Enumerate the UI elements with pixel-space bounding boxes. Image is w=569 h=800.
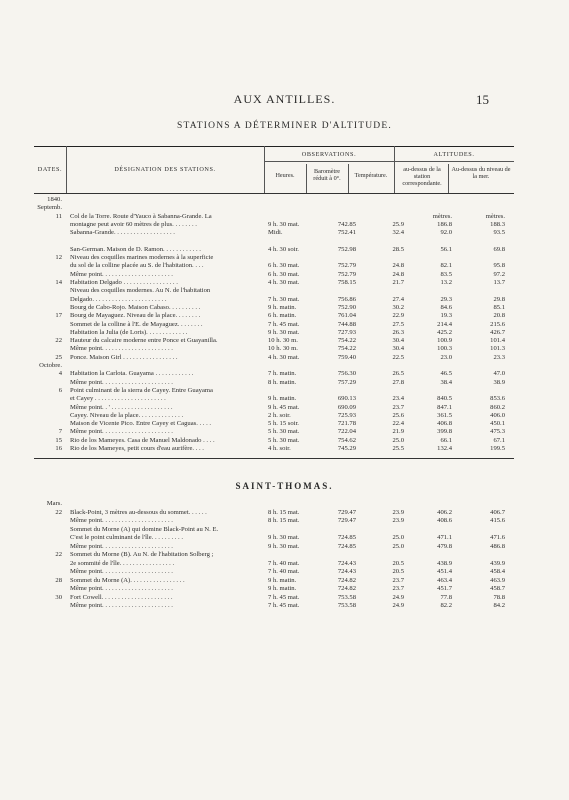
altitude-sea-cell: 415.6 [490,517,505,524]
designation-cell: Rio de los Mameyes, petit cours d'eau aurifère. . . . [70,445,204,452]
header-dates: DATES. [37,166,63,173]
temperature-cell: 23.9 [392,517,404,524]
barometer-cell: 754.22 [337,337,356,345]
date-cell: 6 [58,386,62,394]
hour-cell: 10 h. 30 m. [268,345,298,353]
barometer-cell: 742.85 [337,220,356,228]
altitude-sea-cell: 406.7 [490,508,505,516]
designation-cell: Niveau des coquilles modernes. Au N. de l'habitation [70,287,211,295]
altitude-sea-cell: 458.7 [490,585,505,592]
designation-cell: Même point. . . . . . . . . . . . . . . . . . . . . . [70,542,173,550]
hour-cell: 9 h. 30 mat. [268,534,300,541]
altitude-station-cell: 82.2 [440,602,452,609]
hour-cell: 9 h. matin. [268,303,297,311]
table-bottom-rule [34,458,514,459]
designation-cell: Même point. . . . . . . . . . . . . . . . . . . . . . [70,568,173,575]
hour-cell: 9 h. matin. [268,395,297,403]
designation-cell: Habitation la Julia (de Loris). . . . . . . . . . . . . [70,328,188,336]
date-cell: 25 [55,353,62,361]
table-row [34,279,514,287]
barometer-cell: 724.82 [337,576,356,584]
temperature-cell: 22.4 [392,420,404,428]
table-row [34,594,514,602]
altitude-sea-cell: 101.4 [490,337,505,345]
altitude-sea-cell: 215.6 [490,320,505,328]
altitude-sea-cell: 860.2 [490,403,505,411]
barometer-cell: 752.79 [337,270,356,278]
altitude-station-cell: 38.4 [440,378,452,386]
altitude-sea-cell: 101.3 [490,345,505,353]
table-row [34,229,514,237]
altitude-station-cell: 92.0 [440,229,452,237]
col-divider [448,164,449,193]
table-row [34,500,514,508]
table-row [34,204,514,212]
hour-cell: 5 h. 30 mat. [268,436,300,444]
altitude-station-cell: 132.4 [437,445,452,452]
temperature-cell: 23.7 [392,576,404,584]
altitude-station-cell: 82.1 [440,262,452,270]
date-cell: 22 [55,508,62,516]
designation-cell: Niveau des coquilles marines modernes à la superficie [70,254,214,262]
altitude-sea-cell: 463.9 [490,576,505,584]
hour-cell: 5 h. 15 soir. [268,420,299,428]
designation-cell: Point culminant de la sierra de Cayey. Entre Guayama [70,386,213,394]
table-row [34,262,514,270]
designation-cell: Même point. . . . . . . . . . . . . . . . . . . . . . [70,517,173,524]
altitude-sea-cell: 406.0 [490,411,505,419]
barometer-cell: 725.93 [337,411,356,419]
temperature-cell: 26.3 [392,328,404,336]
altitude-sea-cell: 20.8 [493,312,505,320]
table-row [34,551,514,559]
hour-cell: 7 h. 45 mat. [268,320,300,328]
altitude-sea-cell: 486.8 [490,542,505,550]
altitude-station-cell: 83.5 [440,270,452,278]
altitude-station-cell: 406.2 [437,508,452,516]
barometer-cell: 757.29 [337,378,356,386]
table-row [34,287,514,295]
altitude-station-cell: 399.8 [437,428,452,436]
table-row [34,526,514,534]
barometer-cell: 722.04 [337,428,356,436]
hour-cell: 8 h. 15 mat. [268,517,300,524]
altitude-sea-cell: 450.1 [490,420,505,428]
altitude-station-cell: 471.1 [437,534,452,541]
altitude-sea-cell: 458.4 [490,568,505,575]
table-row [34,437,514,445]
temperature-cell: 21.7 [392,279,404,286]
header-altitudes: ALTITUDES. [433,151,475,158]
designation-cell: Bourg de Cabo-Rojo. Maison Cabaso. . . . . . . . . . [70,303,201,311]
altitude-station-cell: 29.3 [440,295,452,303]
altitude-station-cell: 77.8 [440,593,452,601]
temperature-cell: 25.0 [392,436,404,444]
barometer-cell: 752.79 [337,262,356,270]
designation-cell: Même point. . . . . . . . . . . . . . . . . . . . . . [70,428,173,436]
temperature-cell: 24.9 [392,602,404,609]
hour-cell: 7 h. 30 mat. [268,295,300,303]
temperature-cell: 30.4 [392,345,404,353]
altitude-sea-cell: 67.1 [493,436,505,444]
barometer-cell: 753.58 [337,602,356,609]
designation-cell: Col de la Torre. Route d'Yauco à Sabanna-Grande. La [70,212,212,220]
table-row [34,329,514,337]
designation-cell: Bourg de Mayaguez. Niveau de la place. . . . . . . . [70,312,201,320]
designation-cell: San-German. Maison de D. Ramon. . . . . . . . . . . . [70,245,201,253]
designation-cell: Même point. . . . . . . . . . . . . . . . . . . . . . [70,585,173,592]
table-row [34,445,514,453]
header-designation: DÉSIGNATION DES STATIONS. [114,166,216,173]
altitude-station-cell: 425.2 [437,328,452,336]
altitude-sea-cell: 38.9 [493,378,505,386]
hour-cell: 7 h. matin. [268,370,297,378]
designation-cell: et Cayey . . . . . . . . . . . . . . . . . . . . . . [70,395,166,403]
barometer-cell: 724.82 [337,585,356,592]
table-row [34,412,514,420]
hour-cell: 9 h. 30 mat. [268,220,300,228]
barometer-cell: 759.40 [337,353,356,361]
hour-cell: 9 h. matin. [268,576,297,584]
altitude-sea-cell: mètres. [485,212,505,220]
altitude-sea-cell: 29.8 [493,295,505,303]
temperature-cell: 23.9 [392,508,404,516]
barometer-cell: 756.86 [337,295,356,303]
temperature-cell: 30.4 [392,337,404,345]
hour-cell: 6 h. 30 mat. [268,270,300,278]
date-cell: Octobre. [39,362,62,369]
header-bottom-rule [34,193,514,194]
barometer-cell: 752.90 [337,303,356,311]
designation-cell: Même point. . . . . . . . . . . . . . . . . . . . . . [70,378,173,386]
altitude-station-cell: 13.2 [440,279,452,286]
hour-cell: 9 h. 30 mat. [268,328,300,336]
temperature-cell: 24.9 [392,593,404,601]
date-cell: 15 [55,436,62,444]
hour-cell: 4 h. 30 soir. [268,245,299,253]
date-cell: Mars. [46,500,62,507]
table-row [34,602,514,610]
hour-cell: 9 h. 45 mat. [268,403,300,411]
temperature-cell: 25.6 [392,411,404,419]
designation-cell: montagne peut avoir 60 mètres de plus. . . . . . . . [70,220,197,228]
section-title: SAINT-THOMAS. [235,481,334,491]
altitude-sea-cell: 95.8 [493,262,505,270]
table-row [34,213,514,221]
hour-cell: 6 h. 30 mat. [268,262,300,270]
altitude-station-cell: 66.1 [440,436,452,444]
designation-cell: Ponce. Maison Girl . . . . . . . . . . . . . . . . . [70,353,178,361]
temperature-cell: 27.4 [392,295,404,303]
altitude-sea-cell: 97.2 [493,270,505,278]
date-cell: 17 [55,312,62,320]
table-row [34,321,514,329]
hour-cell: 6 h. matin. [268,312,297,320]
header-barometre: Baromètre réduit à 0°. [313,168,341,182]
designation-cell: Delgado. . . . . . . . . . . . . . . . . . . . . . . [70,295,167,303]
running-header [0,92,569,108]
designation-cell: Fort Cowell. . . . . . . . . . . . . . . . . . . . . . [70,593,173,601]
header-altitude-sea: Au-dessus du niveau de la mer. [451,166,511,180]
temperature-cell: 27.8 [392,378,404,386]
hour-cell: Midi. [268,229,283,237]
temperature-cell: 26.5 [392,370,404,378]
temperature-cell: 24.8 [392,270,404,278]
temperature-cell: 32.4 [392,229,404,237]
table-row [34,304,514,312]
hour-cell: 8 h. 15 mat. [268,508,300,516]
hour-cell: 8 h. matin. [268,378,297,386]
table-row [34,387,514,395]
date-cell: 16 [55,445,62,452]
date-cell: 7 [58,428,62,436]
table-row [34,345,514,353]
altitude-sea-cell: 475.3 [490,428,505,436]
temperature-cell: 25.5 [392,445,404,452]
temperature-cell: 22.5 [392,353,404,361]
hour-cell: 2 h. soir. [268,411,291,419]
header-temperature: Température. [354,172,388,179]
barometer-cell: 724.43 [337,559,356,567]
altitude-station-cell: 214.4 [437,320,452,328]
altitude-station-cell: 438.9 [437,559,452,567]
altitude-sea-cell: 78.8 [493,593,505,601]
barometer-cell: 729.47 [337,517,356,524]
altitude-sea-cell: 188.3 [490,220,505,228]
table-row [34,246,514,254]
designation-cell: Sommet du Morne (A). . . . . . . . . . . . . . . . . [70,576,185,584]
temperature-cell: 20.5 [392,559,404,567]
altitude-station-cell: 56.1 [440,245,452,253]
temperature-cell: 23.4 [392,395,404,403]
temperature-cell: 22.9 [392,312,404,320]
table-row [34,534,514,542]
page-number: 15 [476,92,489,107]
table-row [34,509,514,517]
altitude-sea-cell: 93.5 [493,229,505,237]
date-cell: 22 [55,337,62,345]
date-cell: 12 [55,254,62,262]
date-cell: 1840. [47,196,62,203]
barometer-cell: 752.41 [337,229,356,237]
hour-cell: 7 h. 40 mat. [268,559,300,567]
temperature-cell: 28.5 [392,245,404,253]
header-observations: OBSERVATIONS. [301,151,357,158]
designation-cell: Habitation la Carlota. Guayama . . . . . . . . . . . . [70,370,194,378]
table-row [34,379,514,387]
altitude-station-cell: 840.5 [437,395,452,403]
table-row [34,585,514,593]
barometer-cell: 724.85 [337,534,356,541]
altitude-station-cell: mètres. [432,212,452,220]
temperature-cell: 27.5 [392,320,404,328]
table-row [34,354,514,362]
date-cell: Septemb. [37,204,62,212]
barometer-cell: 761.04 [337,312,356,320]
table-row [34,395,514,403]
designation-cell: Habitation Delgado . . . . . . . . . . . . . . . . . [70,279,178,286]
hour-cell: 7 h. 45 mat. [268,602,300,609]
table-row [34,337,514,345]
altitude-sea-cell: 426.7 [490,328,505,336]
table-row [34,428,514,436]
designation-cell: Sommet du Morne (B). Au N. de l'habitation Solberg ; [70,551,214,558]
temperature-cell: 23.7 [392,585,404,592]
table-row [34,370,514,378]
designation-cell: Rio de los Mameyes. Casa de Manuel Maldonado . . . . [70,436,215,444]
date-cell: 4 [58,370,62,378]
barometer-cell: 690.09 [337,403,356,411]
hour-cell: 9 h. 30 mat. [268,542,300,550]
altitudes-rule [394,161,514,162]
table-top-rule [34,146,514,147]
barometer-cell: 756.30 [337,370,356,378]
barometer-cell: 721.78 [337,420,356,428]
table-row [34,296,514,304]
temperature-cell: 25.0 [392,542,404,550]
designation-cell: Même point. . . . . . . . . . . . . . . . . . . . . . [70,345,173,353]
table-row [34,196,514,204]
altitude-sea-cell: 853.6 [490,395,505,403]
table-row [34,560,514,568]
temperature-cell: 30.2 [392,303,404,311]
temperature-cell: 21.9 [392,428,404,436]
altitude-station-cell: 451.7 [437,585,452,592]
col-divider [306,164,307,193]
table-row [34,577,514,585]
altitude-station-cell: 451.4 [437,568,452,575]
designation-cell: Même point. . . . . . . . . . . . . . . . . . . . . . [70,602,173,609]
altitude-station-cell: 408.6 [437,517,452,524]
designation-cell: Sommet du Morne (A) qui domine Black-Point au N. E. [70,525,219,533]
altitude-station-cell: 100.3 [437,345,452,353]
table-row [34,517,514,525]
altitude-sea-cell: 13.7 [493,279,505,286]
altitude-sea-cell: 84.2 [493,602,505,609]
designation-cell: Maison de Vicente Pico. Entre Cayey et Caguas. . . . . [70,420,212,428]
barometer-cell: 724.43 [337,568,356,575]
temperature-cell: 25.0 [392,534,404,541]
table-row [34,238,514,246]
designation-cell: 2e sommité de l'île. . . . . . . . . . . . . . . . . [70,559,175,567]
altitude-sea-cell: 69.8 [493,245,505,253]
date-cell: 11 [55,212,62,220]
hour-cell: 9 h. matin. [268,585,297,592]
barometer-cell: 758.15 [337,279,356,286]
altitude-station-cell: 847.1 [437,403,452,411]
altitude-sea-cell: 199.5 [490,445,505,452]
altitude-station-cell: 100.9 [437,337,452,345]
designation-cell: Sabanna-Grande. . . . . . . . . . . . . . . . . . . [70,229,175,237]
designation-cell: Sommet de la colline à l'E. de Mayaguez. . . . . . . . [70,320,203,328]
temperature-cell: 20.5 [392,568,404,575]
table-row [34,404,514,412]
temperature-cell: 23.7 [392,403,404,411]
designation-cell: Même point. . . . . . . . . . . . . . . . . . . . . . [70,270,173,278]
altitude-station-cell: 19.3 [440,312,452,320]
hour-cell: 7 h. 45 mat. [268,593,300,601]
barometer-cell: 690.13 [337,395,356,403]
running-title: AUX ANTILLES. [233,92,336,106]
date-cell: 30 [55,593,62,601]
hour-cell: 5 h. 30 mat. [268,428,300,436]
temperature-cell: 24.8 [392,262,404,270]
designation-cell: Hauteur du calcaire moderne entre Ponce et Guayanilla. [70,337,218,345]
altitude-sea-cell: 439.9 [490,559,505,567]
barometer-cell: 745.29 [337,445,356,452]
altitude-station-cell: 186.8 [437,220,452,228]
table-row [34,271,514,279]
barometer-cell: 729.47 [337,508,356,516]
altitude-sea-cell: 23.3 [493,353,505,361]
barometer-cell: 754.22 [337,345,356,353]
hour-cell: 4 h. 30 mat. [268,279,300,286]
table-row [34,568,514,576]
temperature-cell: 25.9 [392,220,404,228]
altitude-station-cell: 406.8 [437,420,452,428]
barometer-cell: 753.58 [337,593,356,601]
date-cell: 14 [55,279,62,286]
designation-cell: Même point. . ' . . . . . . . . . . . . . . . . . . . [70,403,173,411]
altitude-station-cell: 479.8 [437,542,452,550]
altitude-station-cell: 361.5 [437,411,452,419]
observations-rule [264,161,394,162]
altitude-sea-cell: 47.0 [493,370,505,378]
table-row [34,312,514,320]
barometer-cell: 727.93 [337,328,356,336]
table-row [34,254,514,262]
header-heures: Heures. [275,172,295,179]
hour-cell: 7 h. 40 mat. [268,568,300,575]
table-row [34,221,514,229]
barometer-cell: 752.98 [337,245,356,253]
hour-cell: 4 h. 30 mat. [268,353,300,361]
table-row [34,362,514,370]
barometer-cell: 724.85 [337,542,356,550]
altitude-sea-cell: 85.1 [493,303,505,311]
date-cell: 22 [55,551,62,558]
barometer-cell: 744.88 [337,320,356,328]
designation-cell: du sol de la colline placée au S. de l'habitation. . . . [70,262,204,270]
designation-cell: Cayey. Niveau de la place. . . . . . . . . . . . . . [70,411,184,419]
altitude-station-cell: 46.5 [440,370,452,378]
designation-cell: Black-Point, 3 mètres au-dessous du sommet. . . . . . [70,508,207,516]
altitude-station-cell: 463.4 [437,576,452,584]
altitude-sea-cell: 471.6 [490,534,505,541]
designation-cell: C'est le point culminant de l'île. . . . . . . . . . [70,534,183,541]
hour-cell: 10 h. 30 m. [268,337,298,345]
altitude-station-cell: 84.6 [440,303,452,311]
table-row [34,420,514,428]
date-cell: 28 [55,576,62,584]
table-title: STATIONS A DÉTERMINER D'ALTITUDE. [177,121,392,131]
altitude-station-cell: 23.0 [440,353,452,361]
header-altitude-station: au-dessus de la station correspondante. [402,166,442,187]
hour-cell: 4 h. soir. [268,445,291,452]
table-row [34,543,514,551]
barometer-cell: 754.62 [337,436,356,444]
